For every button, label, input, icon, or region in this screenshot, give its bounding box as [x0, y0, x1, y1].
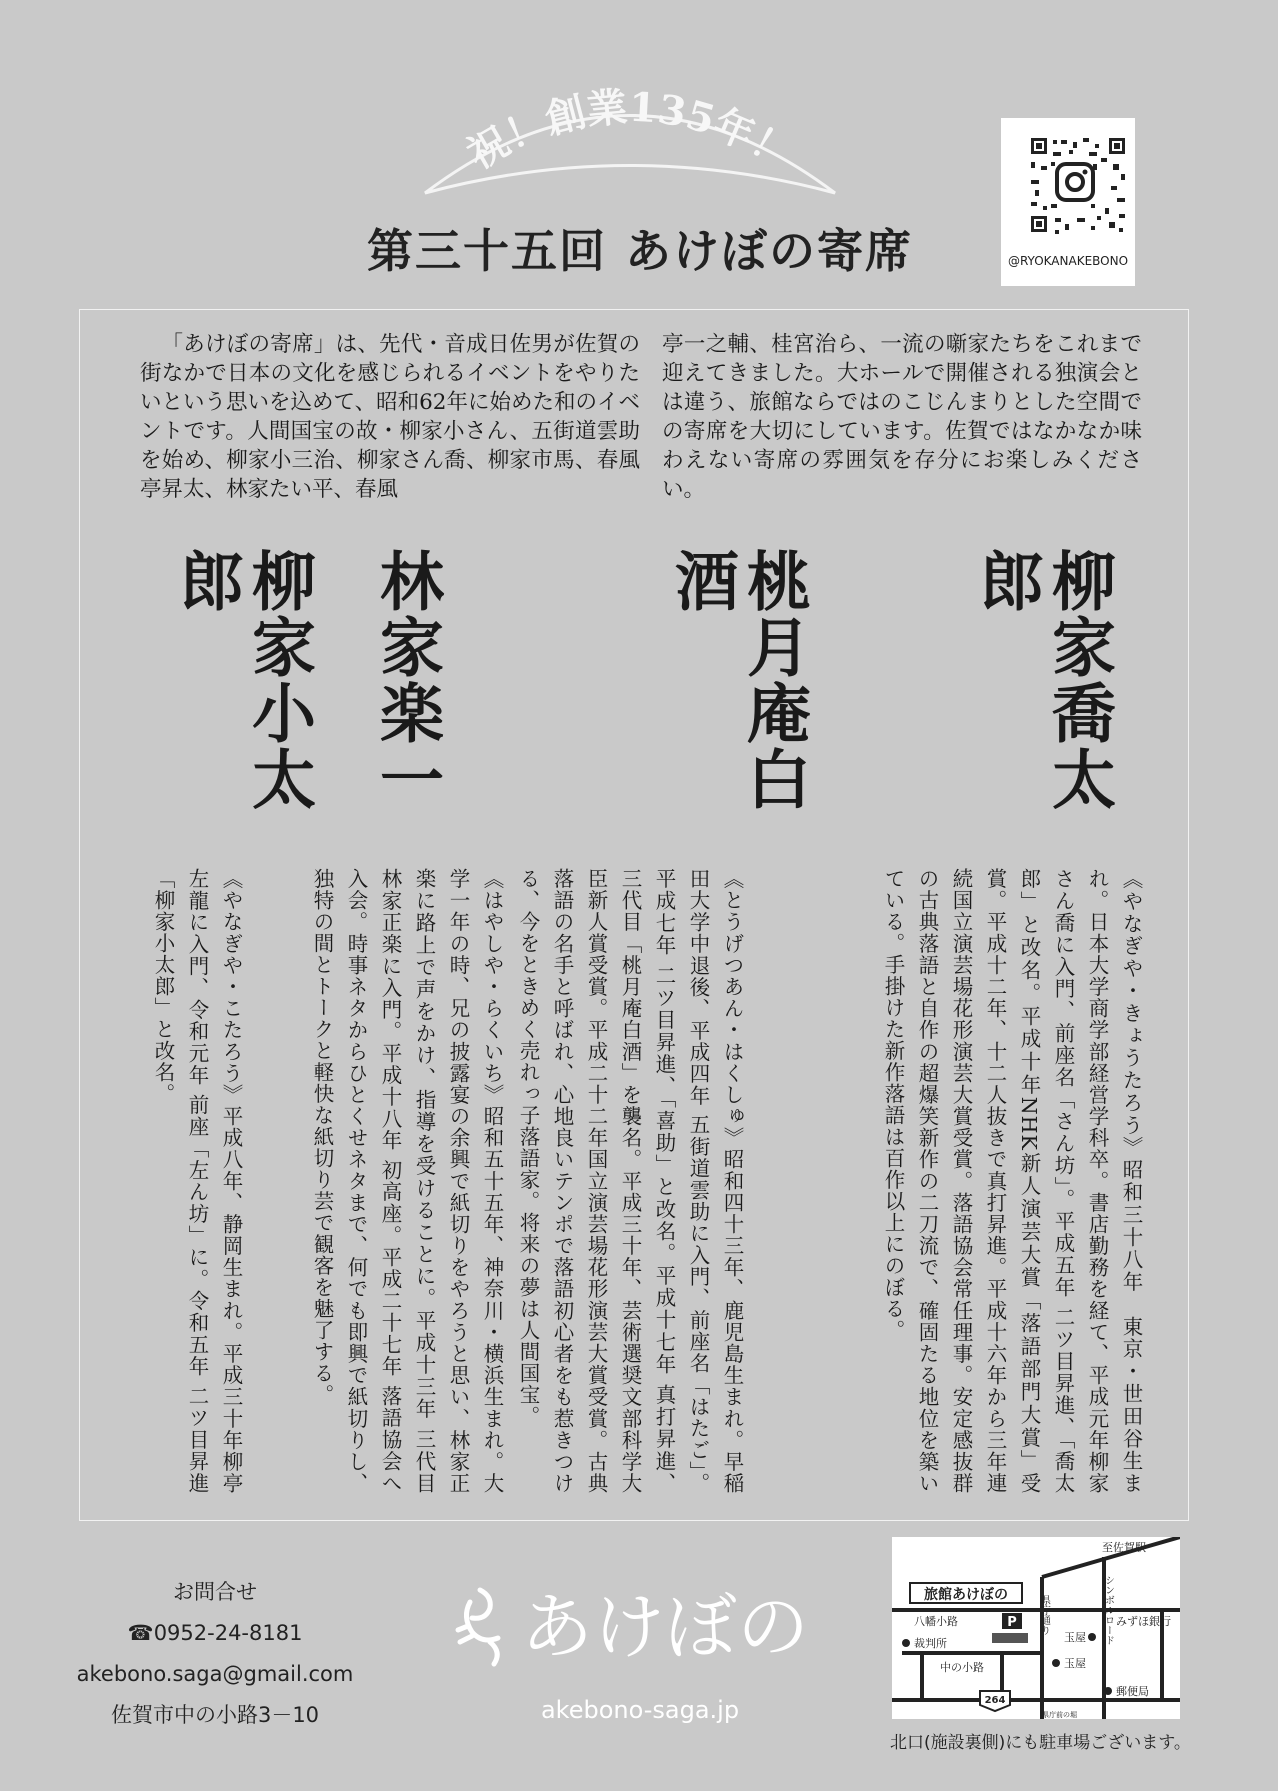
akebono-logo — [450, 1572, 830, 1672]
contact-phone[interactable]: ☎0952-24-8181 — [127, 1621, 303, 1645]
map-tamaya1-label: 玉屋 — [1064, 1631, 1086, 1644]
map-kencho-label: 県庁通り — [1038, 1595, 1050, 1635]
performer-bio: 《はやしや・らくいち》昭和五十五年、神奈川・横浜生まれ。大学一年の時、兄の披露宴の余興で紙切りをやろうと思い、林家正楽に路上で声をかけ、指導を受けることに。平成十三年 三代目林家正楽に入門。平成十八年 初高座。平成二十七年 落語協会へ入会。時事ネタからひとくせネタまで、何でも即興で紙切りし、独特の間とトークと軽快な紙切り芸で観客を魅了する。 — [310, 868, 504, 1494]
performer-name: 柳家小太郎 — [169, 548, 316, 812]
contact-label: お問合せ — [173, 1580, 257, 1604]
event-title: 第三十五回 あけぼの寄席 — [366, 224, 913, 278]
qr-code-icon — [1001, 118, 1135, 252]
performer-name: 林家楽一 — [369, 548, 444, 812]
contact-block — [60, 1572, 370, 1736]
performer-bio: 《とうげつあん・はくしゅ》昭和四十三年、鹿児島生まれ。早稲田大学中退後、平成四年 五街道雲助に入門、前座名「はたご」。平成七年 二ツ目昇進、「喜助」と改名。平成十七年 真打昇進、三代目「桃月庵白酒」を襲名。平成三十年、芸術選奨文部科学大臣新人賞受賞。平成二十二年国立演芸場花形演芸大賞受賞。古典落語の名手と呼ばれ、心地良いテンポで落語初心者をも惹きつける、今をときめく売れっ子落語家。将来の夢は人間国宝。 — [516, 868, 744, 1495]
access-map — [892, 1537, 1180, 1719]
anniversary-banner — [415, 78, 845, 208]
performer-name: 柳家喬太郎 — [969, 548, 1116, 812]
intro-text-right: 亭一之輔、桂宮治ら、一流の噺家たちをこれまで迎えてきました。大ホールで開催される独演会とは違う、旅館ならではのこじんまりとした空間での寄席を大切にしています。佐賀ではなかなか味わえない寄席の雰囲気を存分にお楽しみください。 — [662, 332, 1142, 502]
map-route-label: 264 — [984, 1695, 1006, 1706]
logo-text: あけぼの — [520, 1585, 810, 1669]
map-symbol-label: シンボルロード — [1102, 1575, 1114, 1645]
map-naka-label: 中の小路 — [940, 1661, 984, 1674]
website-url[interactable]: akebono-saga.jp — [540, 1696, 740, 1724]
map-ryokan-label: 旅館あけぼの — [924, 1587, 1008, 1603]
map-station-label: 至佐賀駅 — [1102, 1541, 1146, 1554]
map-parking-mark: P — [1007, 1615, 1017, 1630]
performer-bio: 《やなぎや・きょうたろう》昭和三十八年 東京・世田谷生まれ。日本大学商学部経営学科卒。書店勤務を経て、平成元年柳家さん喬に入門、前座名「さん坊」。平成五年 二ツ目昇進、「喬太郎」と改名。平成十年NHK新人演芸大賞「落語部門大賞」受賞。平成十二年、十二人抜きで真打昇進。平成十六年から三年連続国立演芸場花形演芸大賞受賞。落語協会常任理事。安定感抜群の古典落語と自作の超爆笑新作の二刀流で、確固たる地位を築いている。手掛けた新作落語は百作以上にのぼる。 — [881, 868, 1143, 1495]
performer-bio: 《やなぎや・こたろう》平成八年、静岡生まれ。平成三十年柳亭左龍に入門、令和元年 前座「左ん坊」に。令和五年 二ツ目昇進「柳家小太郎」と改名。 — [151, 868, 243, 1494]
instagram-handle: @RYOKANAKEBONO — [1007, 254, 1129, 268]
banner-text: 祝！創業135年！ — [459, 83, 801, 179]
intro-text-left: 「あけぼの寄席」は、先代・音成日佐男が佐賀の街なかで日本の文化を感じられるイベントをやりたいという思いを込めて、昭和62年に始めた和のイベントです。人間国宝の故・柳家小さん、五街道雲助を始め、柳家小三治、柳家さん喬、柳家市馬、春風亭昇太、林家たい平、春風 — [140, 332, 640, 502]
parking-note: 北口(施設裏側)にも駐車場ございます。 — [890, 1733, 1191, 1753]
map-hachiman-label: 八幡小路 — [914, 1615, 958, 1628]
map-post-label: 郵便局 — [1116, 1685, 1149, 1698]
contact-address: 佐賀市中の小路3－10 — [110, 1703, 320, 1727]
contact-email[interactable]: akebono.saga@gmail.com — [76, 1662, 354, 1686]
map-court-label: 裁判所 — [914, 1637, 947, 1650]
map-mizuho-label: みずほ銀行 — [1116, 1615, 1171, 1628]
performer-name: 桃月庵白酒 — [664, 548, 811, 812]
crane-icon — [458, 1590, 498, 1664]
map-tamaya2-label: 玉屋 — [1064, 1657, 1086, 1670]
map-kencho-mae-label: 県庁前の堀 — [1042, 1711, 1077, 1719]
